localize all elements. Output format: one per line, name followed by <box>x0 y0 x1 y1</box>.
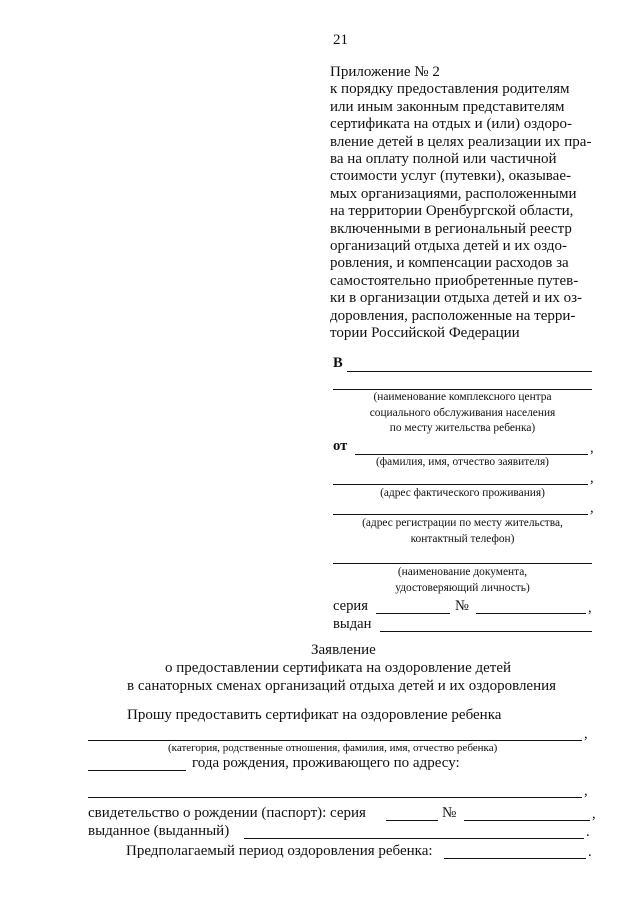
caption-line: социального обслуживания населения <box>369 406 556 419</box>
statement-subtitle-1: о предоставлении сертификата на оздоровление детей <box>165 660 512 676</box>
document-caption <box>333 565 592 596</box>
birth-year-line[interactable] <box>88 770 186 771</box>
appendix-line: или иным законным представителям <box>330 98 565 115</box>
issued-line[interactable] <box>380 631 592 632</box>
appendix-line: стоимости услуг (путевки), оказывае- <box>330 168 571 185</box>
comma: , <box>590 500 594 516</box>
appendix-line: ва на оплату полной или частичной <box>330 151 557 168</box>
number-line[interactable] <box>476 613 586 614</box>
child-caption: (категория, родственные отношения, фамилия, имя, отчество ребенка) <box>168 742 498 754</box>
period-line[interactable] <box>444 858 586 859</box>
id-document-line[interactable] <box>333 563 592 564</box>
request-text: Прошу предоставить сертификат на оздоровление ребенка <box>127 707 502 723</box>
appendix-title: Приложение № 2 <box>330 64 440 80</box>
appendix-line: к порядку предоставления родителям <box>330 81 570 98</box>
appendix-line: включенными в региональный реестр <box>330 220 572 237</box>
appendix-line: тории Российской Федерации <box>330 325 520 342</box>
comma: , <box>584 783 588 799</box>
center-caption <box>333 390 592 437</box>
appendix-line: вление детей в целях реализации их пра- <box>330 133 592 150</box>
certificate-text: свидетельство о рождении (паспорт): серия <box>88 805 366 821</box>
appendix-line: ровления, и компенсации расходов за <box>330 255 569 272</box>
certificate-issued-line[interactable] <box>244 838 584 839</box>
appendix-line: сертификата на отдых и (или) оздоро- <box>330 116 572 133</box>
caption-line: (адрес регистрации по месту жительства, <box>362 517 563 529</box>
birth-text: года рождения, проживающего по адресу: <box>192 755 460 771</box>
appendix-line: организаций отдыха детей и их оздо- <box>330 238 567 255</box>
caption-line: (наименование документа, <box>397 566 528 578</box>
registration-address-line[interactable] <box>333 514 588 515</box>
to-label: В <box>333 355 343 371</box>
page-number: 21 <box>333 32 348 48</box>
applicant-caption: (фамилия, имя, отчество заявителя) <box>376 456 549 468</box>
recipient-line[interactable] <box>347 371 592 372</box>
appendix-block <box>330 64 592 343</box>
appendix-line: мых организациями, расположенными <box>330 185 577 202</box>
actual-address-line[interactable] <box>333 484 588 485</box>
statement-subtitle-2: в санаторных сменах организаций отдыха детей и их оздоровления <box>127 678 557 694</box>
caption-line: удостоверяющий личность) <box>395 581 530 594</box>
period-dot: . <box>588 844 592 860</box>
number-label: № <box>455 598 469 614</box>
certificate-series-line[interactable] <box>386 820 438 821</box>
certificate-number-line[interactable] <box>464 820 590 821</box>
appendix-line: доровления, расположенные на терри- <box>330 307 576 324</box>
period-dot: . <box>586 824 590 840</box>
certificate-number-label: № <box>442 805 457 821</box>
comma: , <box>592 806 596 822</box>
caption-line: (наименование комплексного центра <box>373 391 552 403</box>
address-caption: (адрес фактического проживания) <box>380 487 545 499</box>
appendix-line: самостоятельно приобретенные путев- <box>330 272 579 289</box>
series-line[interactable] <box>376 613 450 614</box>
from-label: от <box>333 438 348 454</box>
registration-caption <box>333 516 592 547</box>
caption-line: по месту жительства ребенка) <box>389 422 536 435</box>
period-text: Предполагаемый период оздоровления ребенка: <box>126 843 433 859</box>
appendix-line: на территории Оренбургской области, <box>330 203 574 220</box>
series-label: серия <box>333 598 368 614</box>
comma: , <box>590 440 594 456</box>
issued-text: выданное (выданный) <box>88 823 230 839</box>
issued-label: выдан <box>333 616 372 632</box>
caption-line: контактный телефон) <box>410 532 515 545</box>
comma: , <box>584 726 588 742</box>
child-address-line[interactable] <box>88 797 582 798</box>
appendix-line: ки в организации отдыха детей и их оз- <box>330 290 583 307</box>
comma: , <box>588 600 592 616</box>
comma: , <box>590 470 594 486</box>
statement-title: Заявление <box>311 642 376 658</box>
